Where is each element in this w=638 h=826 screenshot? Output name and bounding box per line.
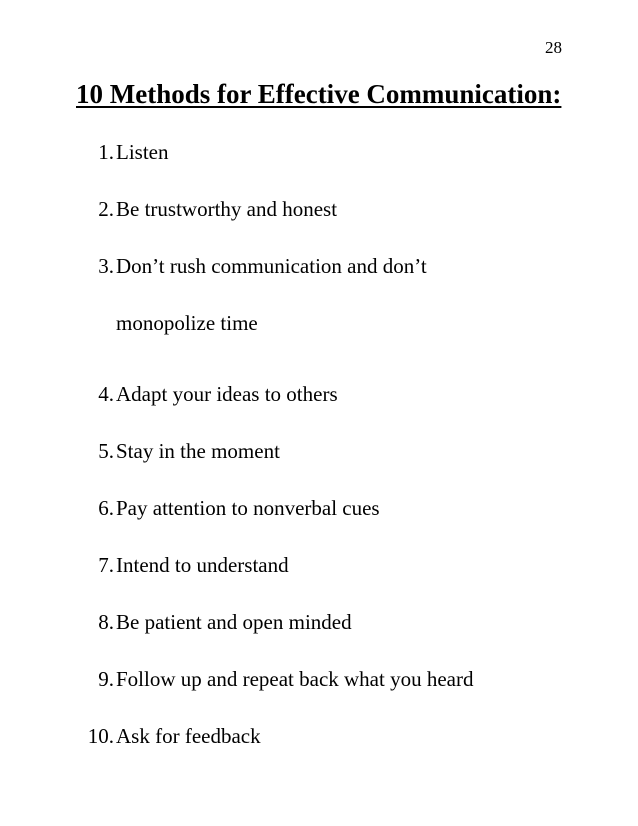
item-text: Be trustworthy and honest: [116, 197, 338, 221]
item-text: Listen: [116, 140, 169, 164]
item-number: 7.: [98, 553, 114, 577]
list-item: [60, 551, 473, 580]
page-title: 10 Methods for Effective Communication:: [76, 79, 562, 109]
item-number: 4.: [98, 382, 114, 406]
item-number: 6.: [98, 496, 114, 520]
item-number: 2.: [98, 197, 114, 221]
item-text: Intend to understand: [116, 553, 289, 577]
list-item: [60, 138, 473, 167]
page-number: 28: [545, 38, 562, 57]
item-text: Pay attention to nonverbal cues: [116, 496, 380, 520]
list-item: [60, 252, 473, 352]
methods-list: [60, 138, 473, 779]
item-number: 3.: [98, 254, 114, 278]
list-item: [60, 665, 473, 694]
list-item: [60, 722, 473, 751]
list-item: [60, 380, 473, 409]
item-number: 10.: [87, 724, 114, 748]
item-text: Stay in the moment: [116, 439, 280, 463]
list-item: [60, 494, 473, 523]
item-number: 1.: [98, 140, 114, 164]
item-text: Ask for feedback: [116, 724, 261, 748]
item-number: 8.: [98, 610, 114, 634]
item-text: Be patient and open minded: [116, 610, 352, 634]
item-number: 5.: [98, 439, 114, 463]
item-number: 9.: [98, 667, 114, 691]
list-item: [60, 608, 473, 637]
item-text: Don’t rush communication and don’t monopolize time: [116, 254, 427, 335]
list-item: [60, 195, 473, 224]
list-item: [60, 437, 473, 466]
item-text: Adapt your ideas to others: [116, 382, 338, 406]
item-text: Follow up and repeat back what you heard: [116, 667, 474, 691]
